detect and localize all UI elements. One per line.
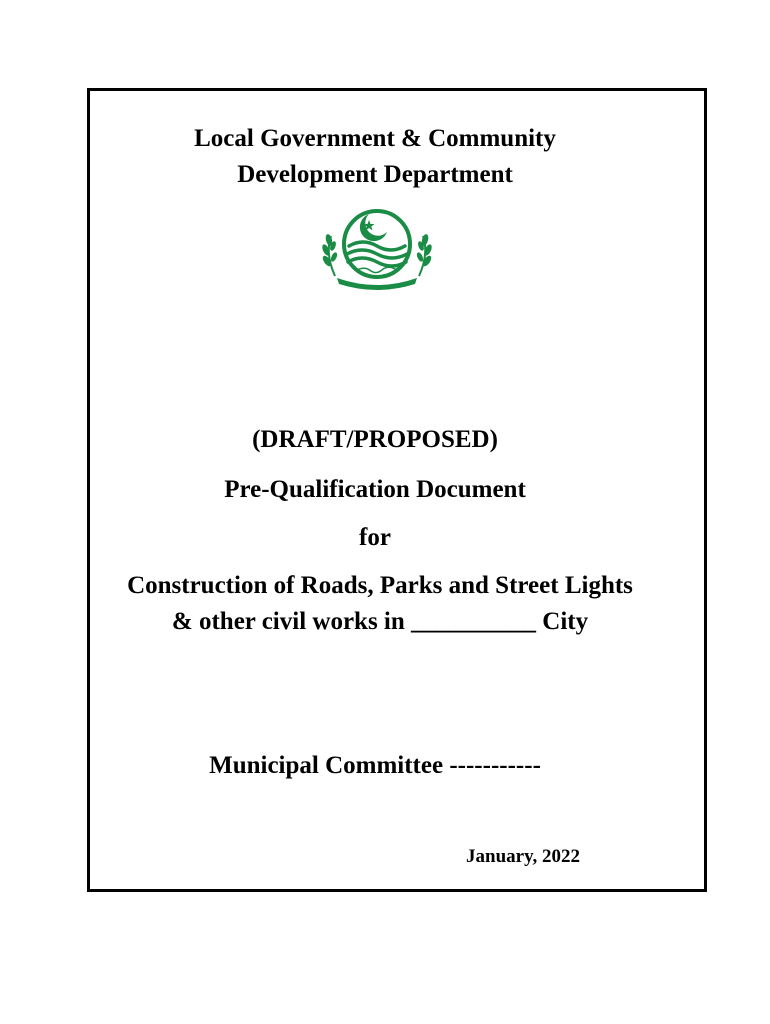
document-status: (DRAFT/PROPOSED): [252, 426, 498, 453]
municipal-committee: Municipal Committee -----------: [209, 752, 541, 779]
department-title-line1: Local Government & Community: [194, 125, 556, 152]
document-date: January, 2022: [466, 846, 581, 867]
document-type: Pre-Qualification Document: [224, 476, 526, 503]
punjab-government-emblem-icon: [317, 206, 437, 291]
subject-line2: & other civil works in __________ City: [171, 608, 589, 635]
cover-page-frame: [87, 88, 707, 892]
for-word: for: [359, 524, 391, 551]
department-title-line2: Development Department: [237, 161, 513, 188]
subject-line1: Construction of Roads, Parks and Street Lights: [127, 572, 633, 599]
